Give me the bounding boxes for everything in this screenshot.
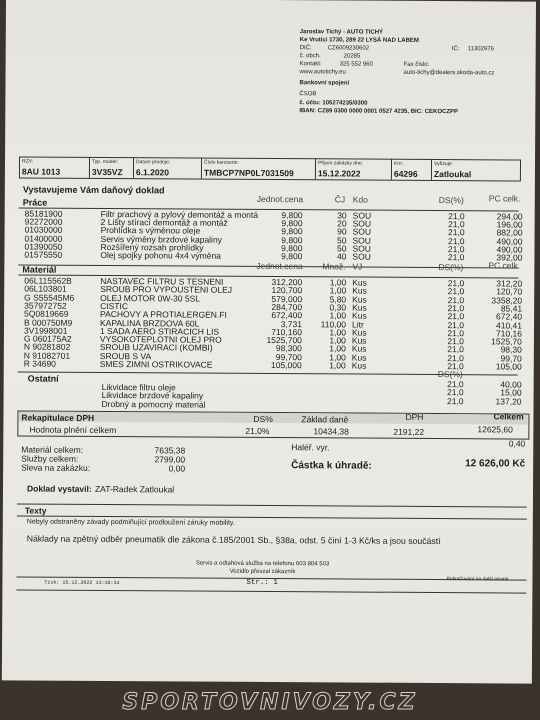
continuation-note: Pokračování na další straně. [446,576,510,583]
material-row-vj: Kus [351,327,367,338]
bank-iban: IBAN: CZ89 0300 0000 0001 0527 4235, BIC: CEKOCZPP [299,108,459,116]
labor-row-code: 01400000 [24,233,63,244]
labor-row-ds: 21,0 [447,235,465,246]
material-row-code: R 34690 [23,358,56,369]
page-number: Str.: 1 [246,578,278,588]
material-row-unit: 284,700 [271,301,303,313]
services-total-label: Služby celkem: [21,453,79,464]
material-row-unit: 3,731 [280,318,303,329]
material-row-qty: 1,00 [329,277,347,288]
rzv-value: 8AU 1013 [21,166,61,177]
labor-row-cj: 50 [336,243,347,254]
material-row-pc: 1525,70 [491,336,522,347]
labor-row-cj: 90 [337,226,347,237]
material-row-desc: SMES ZIMNI OSTRIKOVACE [99,358,213,370]
material-col-unit: Jednot.cena [256,260,303,272]
vat-row-label: Hodnota plnění celkem [29,424,117,436]
labor-col-cj: ČJ [334,194,346,205]
labor-row-ds: 21,0 [448,211,465,222]
labor-row-code: 85181900 [24,208,63,219]
material-col-ds: DS(%) [438,262,464,273]
labor-row-kdo: SOU [352,243,371,254]
material-row-ds: 21,0 [447,294,465,305]
texts-heading: Texty [24,505,47,516]
invoice-document [2,0,536,684]
other-row-ds: 21,0 [447,387,464,398]
material-row-ds: 21,0 [447,361,464,372]
seller-email: auto-tichy@dealers.skoda-auto.cz [403,69,495,77]
material-row-pc: 99,70 [500,353,522,364]
material-row-code: G 060175A2 [23,333,72,344]
material-row-unit: 710,160 [271,326,303,337]
km-label: Km: [393,160,403,167]
labor-row-unit: 9,800 [281,210,303,221]
material-row-ds: 21,0 [447,286,465,297]
material-row-code: 357972752 [24,300,67,311]
labor-row-ds: 21,0 [448,227,465,238]
amount-due-label: Částka k úhradě: [291,460,372,472]
labor-col-kdo: Kdo [352,194,368,205]
issued-by-label: Doklad vystavil: [26,483,92,494]
labor-row-desc: Servis výměny brzdové kapaliny [100,233,222,245]
material-row-vj: Kus [352,277,367,288]
contact-label: Kontakt: [299,61,322,68]
footer-line-1: Servis a odtahová služba na telefonu 603 804 503 [195,560,330,568]
other-row-desc: Drobný a pomocný materiál [101,398,206,410]
received-label: Příjem zakázky dne: [317,160,364,167]
ic-label: IČ: [451,46,460,53]
material-row-desc: SROUB PRO VYPOUSTENI OLEJ [100,284,233,296]
material-row-qty: 1,00 [329,352,346,363]
material-row-desc: CISTIC [100,300,129,312]
material-row-vj: Kus [352,294,367,305]
material-col-vj: VJ [352,261,363,272]
material-row-vj: Kus [351,335,367,346]
labor-row-cj: 20 [337,218,347,229]
rzv-label: RZV: [21,158,34,165]
material-row-unit: 312,200 [271,277,303,288]
vat-total: 12625,60 [477,424,513,435]
labor-row-unit: 9,800 [281,242,303,253]
material-row-qty: 5,80 [329,293,347,305]
other-row-ds: 21,0 [447,379,464,390]
dic-label: DIČ: [299,45,312,52]
material-row-ds: 21,0 [447,278,465,289]
material-col-qty: Množ. [322,261,346,272]
material-row-pc: 312,20 [496,278,523,289]
material-row-vj: Kus [351,352,367,363]
printed-timestamp: Tisk: 15.12.2022 13:10:34 [44,579,120,587]
material-row-ds: 21,0 [447,352,464,363]
services-total-value: 2799,00 [154,454,186,465]
bank-account: č. účtu: 105274235/0300 [299,100,368,107]
labor-row-code: 01390050 [24,241,63,252]
labor-row-kdo: SOU [352,235,371,246]
seller-web: www.autotichy.eu [299,69,346,76]
material-row-desc: VYSOKOTEPLOTNI OLEJ PRO [99,334,222,345]
labor-row-cj: 40 [336,251,347,262]
material-row-pc: 120,70 [496,286,523,297]
other-row-desc: Likvidace brzdové kapaliny [101,390,204,401]
material-row-desc: 1 SADA AERO STIRACICH LIS [99,325,220,337]
other-row-ds: 21,0 [446,395,464,406]
fax-label: Fax číslo: [403,61,430,68]
watermark: SPORTOVNIVOZY.CZ [122,690,418,715]
discount-label: Sleva na zakázku: [21,462,91,473]
obch-value: 20285 [343,53,361,60]
other-col-ds: DS(%) [437,369,463,380]
labor-row-ds: 21,0 [447,243,465,254]
material-row-qty: 0,30 [329,302,347,313]
material-row-qty: 1,00 [329,360,346,371]
material-row-unit: 672,400 [271,310,303,321]
amount-due-value: 12 626,00 Kč [465,458,526,470]
labor-row-desc: Rozšířený rozsah prohlídky [100,241,204,253]
material-row-unit: 579,000 [271,293,303,304]
bank-heading: Bankovní spojení [299,80,350,87]
material-row-desc: KAPALINA BRZDOVA 60L [99,317,200,329]
material-row-ds: 21,0 [447,344,464,355]
handled-label: Vyřizuje: [433,160,454,168]
seller-name: Jaroslav Tichý - AUTO TICHÝ [299,29,384,36]
material-row-ds: 21,0 [447,302,465,314]
labor-row-pc: 294,00 [496,211,523,222]
vat-col-base: Základ daně [301,414,349,425]
document-title: Vystavujeme Vám daňový doklad [22,184,165,196]
labor-row-unit: 9,800 [281,251,303,262]
material-heading: Materiál [22,264,57,275]
material-row-vj: Kus [351,360,367,371]
discount-value: 0,00 [168,463,186,474]
sale-date-label: Datum prodeje: [135,159,171,166]
material-total-value: 7635,38 [154,445,186,456]
material-col-pc: PC celk. [488,260,521,271]
other-table [6,0,536,2]
vat-ds: 21,0% [245,425,270,436]
model-label: Typ. model: [91,158,118,166]
other-heading: Ostatní [27,373,59,384]
material-row-desc: OLEJ MOTOR 0W-30 5SL [100,292,201,304]
dic-value: CZ6009230602 [327,45,370,52]
labor-row-ds: 21,0 [447,252,465,263]
labor-row-pc: 392,00 [496,252,523,263]
material-row-ds: 21,0 [447,319,465,330]
labor-row-code: 92272000 [24,216,63,227]
labor-table [6,0,536,2]
other-row-pc: 137,20 [495,396,522,407]
labor-col-unit: Jednot.cena [256,193,304,205]
material-row-desc: PACHOVY A PROTIALERGEN.FI [100,309,227,320]
issued-by-value: ZAT-Radek Zatloukal [94,483,175,495]
material-row-vj: Litr [351,319,364,330]
material-row-unit: 120,700 [271,285,303,296]
material-row-unit: 99,700 [275,351,302,362]
material-row-code: 06L115562B [24,275,72,286]
labor-row-code: 01030000 [24,224,63,236]
material-total-label: Materiál celkem: [21,444,84,455]
footer-line-2: Vozidlo převzal zákazník [229,568,296,576]
km-value: 64296 [393,168,418,179]
vat-col-dph: DPH [405,411,424,422]
material-row-pc: 672,40 [496,311,523,322]
labor-row-unit: 9,800 [281,218,303,229]
material-row-qty: 1,00 [329,327,347,338]
material-row-ds: 21,0 [447,336,464,347]
material-row-qty: 1,00 [329,310,347,321]
material-row-qty: 1,00 [329,335,346,346]
model-value: 3V35VZ [91,166,123,178]
labor-row-cj: 30 [337,210,347,221]
material-row-code: N 90281802 [23,341,71,353]
vin-label: Číslo karoserie: [203,159,239,166]
material-row-unit: 1525,700 [266,335,302,346]
material-row-vj: Kus [352,310,367,321]
other-row-pc: 15,00 [500,387,522,398]
material-row-code: N 91082701 [23,350,71,361]
material-row-code: G S55545M6 [24,292,75,303]
material-row-ds: 21,0 [447,311,465,322]
vat-base: 10434,38 [313,426,349,437]
labor-heading: Práce [22,197,48,208]
vat-heading: Rekapitulace DPH [21,412,95,423]
material-row-pc: 98,30 [500,344,522,355]
labor-row-desc: Filtr prachový a pylový demontáž a montá [100,208,259,220]
material-row-pc: 3358,20 [491,294,523,306]
labor-row-desc: Prohlídka s výměnou oleje [100,225,201,236]
material-row-code: 3V1998001 [23,325,68,336]
material-row-qty: 1,00 [329,285,347,296]
contact-value: 325 552 960 [339,61,374,68]
seller-address: Ke Vrutici 1730, 289 22 LYSÁ NAD LABEM [299,37,419,44]
bank-name: ČSOB [299,91,317,98]
other-row-pc: 40,00 [500,379,522,390]
handled-value: Zatloukal [433,168,472,180]
material-table [6,0,536,2]
material-row-pc: 710,16 [495,328,522,339]
labor-row-unit: 9,800 [281,226,303,237]
labor-row-desc: Olej spojky pohonu 4x4 výměna [100,249,221,261]
labor-row-kdo: SOU [352,251,371,262]
material-row-desc: SROUB UZAVIRACI (KOMBI) [99,342,213,354]
rounding-value: 0,40 [508,438,526,449]
material-row-qty: 1,00 [329,343,346,354]
received-value: 15.12.2022 [317,168,361,179]
labor-row-pc: 196,00 [496,219,523,230]
labor-row-cj: 50 [337,235,347,246]
material-row-unit: 105,000 [271,360,302,371]
sale-date-value: 6.1.2020 [135,167,170,178]
other-row-desc: Likvidace filtru oleje [101,381,176,393]
labor-row-kdo: SOU [352,226,372,238]
labor-row-unit: 9,800 [281,234,303,245]
material-row-desc: SROUB S VA [99,350,152,361]
labor-row-kdo: SOU [352,218,372,229]
labor-row-code: 01575550 [24,249,63,260]
labor-row-kdo: SOU [352,210,372,221]
material-row-vj: Kus [352,285,367,296]
material-row-vj: Kus [352,302,367,313]
labor-row-ds: 21,0 [448,219,465,230]
material-row-pc: 105,00 [495,361,522,372]
rounding-label: Haléř. vyr. [291,442,330,453]
labor-row-pc: 882,00 [496,227,523,238]
labor-row-pc: 490,00 [496,244,523,255]
material-row-pc: 85,41 [500,303,523,314]
vin-value: TMBCP7NP0L7031509 [203,167,294,179]
vat-col-total: Celkem [493,411,524,422]
material-row-qty: 110,00 [320,318,347,329]
ic-value: 11302976 [467,46,494,53]
material-row-code: 5Q0819669 [24,308,69,319]
vat-col-ds: DS% [253,413,273,425]
material-row-unit: 98,300 [275,343,302,354]
material-row-desc: NASTAVEC FILTRU S TESNENI [100,275,224,287]
labor-row-pc: 490,00 [496,235,523,247]
material-row-code: 06L103801 [24,283,67,295]
material-row-code: B 000750M9 [23,316,73,328]
labor-row-desc: 2 Lišty stírací demontáž a montáž [100,217,228,228]
texts-line-2: Náklady na zpětný odběr pneumatik dle zákona č.185/2001 Sb., §38a, odst. 5 činí 1-3 Kč/ks a jsou součástí [26,533,441,547]
material-row-pc: 410,41 [495,319,523,331]
obch-label: č. obch. [299,53,321,60]
vat-dph: 2191,22 [393,426,425,437]
texts-line-1: Nebyly odstraněny závady podmiňující prodloužení záruky mobility. [26,518,235,527]
labor-col-ds: DS(%) [438,195,464,206]
material-row-ds: 21,0 [447,327,465,338]
material-row-vj: Kus [351,343,367,354]
labor-col-pc: PC celk. [488,193,521,204]
